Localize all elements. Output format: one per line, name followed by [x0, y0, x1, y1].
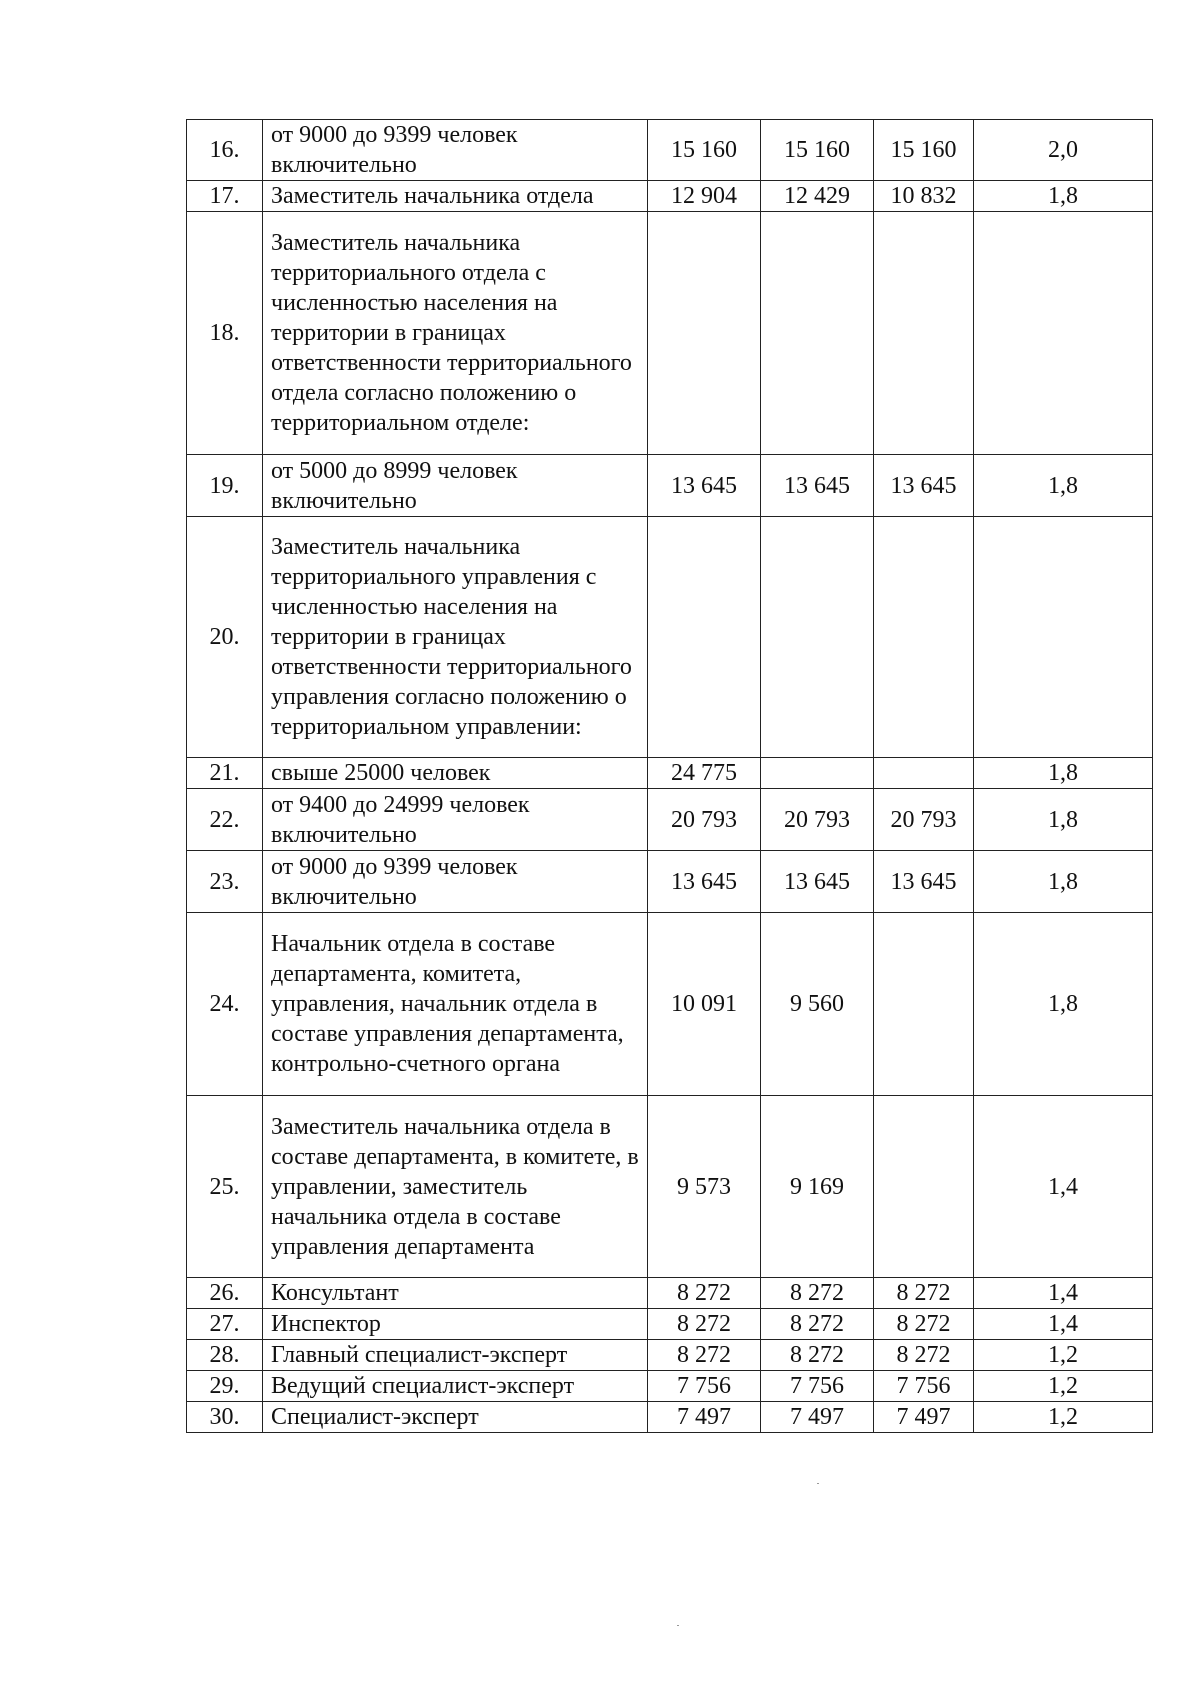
- position-name: от 9400 до 24999 человек включительно: [263, 789, 648, 851]
- salary-value-1: 7 756: [648, 1371, 761, 1402]
- salary-value-3: [874, 913, 974, 1096]
- coefficient: [974, 212, 1153, 455]
- salary-value-3: 13 645: [874, 455, 974, 517]
- position-name: Заместитель начальника территориального управления с численностью населения на территории в границах ответственности территориального управления согласно положению о территориальном управлении:: [263, 517, 648, 758]
- row-number: 25.: [187, 1096, 263, 1278]
- salary-value-1: 8 272: [648, 1340, 761, 1371]
- salary-value-2: 9 169: [761, 1096, 874, 1278]
- position-name: Ведущий специалист-эксперт: [263, 1371, 648, 1402]
- salary-value-2: 13 645: [761, 455, 874, 517]
- position-name: Заместитель начальника отдела в составе департамента, в комитете, в управлении, заместитель начальника отдела в составе управления департамента: [263, 1096, 648, 1278]
- table-row: [187, 1340, 1153, 1371]
- position-name: Заместитель начальника отдела: [263, 181, 648, 212]
- salary-value-2: 20 793: [761, 789, 874, 851]
- salary-value-1: [648, 517, 761, 758]
- coefficient: 1,4: [974, 1278, 1153, 1309]
- table-row: [187, 1402, 1153, 1433]
- row-number: 17.: [187, 181, 263, 212]
- salary-value-3: 8 272: [874, 1309, 974, 1340]
- salary-value-1: 8 272: [648, 1309, 761, 1340]
- table-row: [187, 758, 1153, 789]
- salary-value-3: 15 160: [874, 120, 974, 181]
- coefficient: 1,4: [974, 1096, 1153, 1278]
- position-name: свыше 25000 человек: [263, 758, 648, 789]
- position-name: от 9000 до 9399 человек включительно: [263, 120, 648, 181]
- salary-value-1: 24 775: [648, 758, 761, 789]
- salary-value-2: 7 497: [761, 1402, 874, 1433]
- salary-value-1: 10 091: [648, 913, 761, 1096]
- salary-value-1: 13 645: [648, 455, 761, 517]
- row-number: 22.: [187, 789, 263, 851]
- salary-value-3: 8 272: [874, 1278, 974, 1309]
- salary-value-1: 20 793: [648, 789, 761, 851]
- salary-value-1: 15 160: [648, 120, 761, 181]
- position-name: от 9000 до 9399 человек включительно: [263, 851, 648, 913]
- row-number: 28.: [187, 1340, 263, 1371]
- table-row: [187, 1371, 1153, 1402]
- table-row: [187, 212, 1153, 455]
- coefficient: 1,8: [974, 181, 1153, 212]
- table-row: [187, 1096, 1153, 1278]
- salary-value-3: 20 793: [874, 789, 974, 851]
- table-row: [187, 120, 1153, 181]
- coefficient: 2,0: [974, 120, 1153, 181]
- salary-value-2: 9 560: [761, 913, 874, 1096]
- position-name: Заместитель начальника территориального отдела с численностью населения на территории в границах ответственности территориального отдела согласно положению о территориальном отделе:: [263, 212, 648, 455]
- salary-value-3: 7 756: [874, 1371, 974, 1402]
- salary-value-3: [874, 1096, 974, 1278]
- row-number: 29.: [187, 1371, 263, 1402]
- salary-value-1: 12 904: [648, 181, 761, 212]
- coefficient: 1,8: [974, 913, 1153, 1096]
- row-number: 21.: [187, 758, 263, 789]
- salary-value-2: [761, 758, 874, 789]
- table-row: [187, 913, 1153, 1096]
- position-name: Начальник отдела в составе департамента, комитета, управления, начальник отдела в составе управления департамента, контрольно-счетного органа: [263, 913, 648, 1096]
- coefficient: 1,8: [974, 455, 1153, 517]
- table-row: [187, 455, 1153, 517]
- salary-value-2: 12 429: [761, 181, 874, 212]
- coefficient: 1,4: [974, 1309, 1153, 1340]
- row-number: 18.: [187, 212, 263, 455]
- table-row: [187, 1309, 1153, 1340]
- salary-value-3: [874, 517, 974, 758]
- salary-table: [186, 119, 1153, 1433]
- row-number: 24.: [187, 913, 263, 1096]
- scan-speck: [817, 1483, 819, 1484]
- salary-value-1: 7 497: [648, 1402, 761, 1433]
- row-number: 16.: [187, 120, 263, 181]
- salary-value-1: 9 573: [648, 1096, 761, 1278]
- table-row: [187, 851, 1153, 913]
- salary-value-2: 15 160: [761, 120, 874, 181]
- row-number: 19.: [187, 455, 263, 517]
- salary-value-1: [648, 212, 761, 455]
- position-name: Специалист-эксперт: [263, 1402, 648, 1433]
- coefficient: 1,2: [974, 1340, 1153, 1371]
- salary-value-1: 8 272: [648, 1278, 761, 1309]
- salary-value-2: 13 645: [761, 851, 874, 913]
- row-number: 20.: [187, 517, 263, 758]
- salary-value-3: 7 497: [874, 1402, 974, 1433]
- row-number: 23.: [187, 851, 263, 913]
- salary-value-3: 10 832: [874, 181, 974, 212]
- coefficient: 1,8: [974, 851, 1153, 913]
- salary-value-2: 8 272: [761, 1340, 874, 1371]
- salary-value-2: [761, 517, 874, 758]
- salary-value-3: [874, 212, 974, 455]
- coefficient: 1,2: [974, 1371, 1153, 1402]
- coefficient: 1,8: [974, 758, 1153, 789]
- salary-value-3: 13 645: [874, 851, 974, 913]
- row-number: 30.: [187, 1402, 263, 1433]
- position-name: Консультант: [263, 1278, 648, 1309]
- salary-value-2: [761, 212, 874, 455]
- coefficient: [974, 517, 1153, 758]
- salary-value-2: 8 272: [761, 1278, 874, 1309]
- coefficient: 1,2: [974, 1402, 1153, 1433]
- row-number: 27.: [187, 1309, 263, 1340]
- table-row: [187, 517, 1153, 758]
- position-name: от 5000 до 8999 человек включительно: [263, 455, 648, 517]
- position-name: Инспектор: [263, 1309, 648, 1340]
- salary-value-2: 8 272: [761, 1309, 874, 1340]
- salary-value-3: [874, 758, 974, 789]
- coefficient: 1,8: [974, 789, 1153, 851]
- table-body: [187, 120, 1153, 1433]
- scan-speck: [677, 1625, 679, 1626]
- row-number: 26.: [187, 1278, 263, 1309]
- table-row: [187, 789, 1153, 851]
- position-name: Главный специалист-эксперт: [263, 1340, 648, 1371]
- salary-value-3: 8 272: [874, 1340, 974, 1371]
- salary-value-2: 7 756: [761, 1371, 874, 1402]
- table-row: [187, 181, 1153, 212]
- salary-value-1: 13 645: [648, 851, 761, 913]
- table-row: [187, 1278, 1153, 1309]
